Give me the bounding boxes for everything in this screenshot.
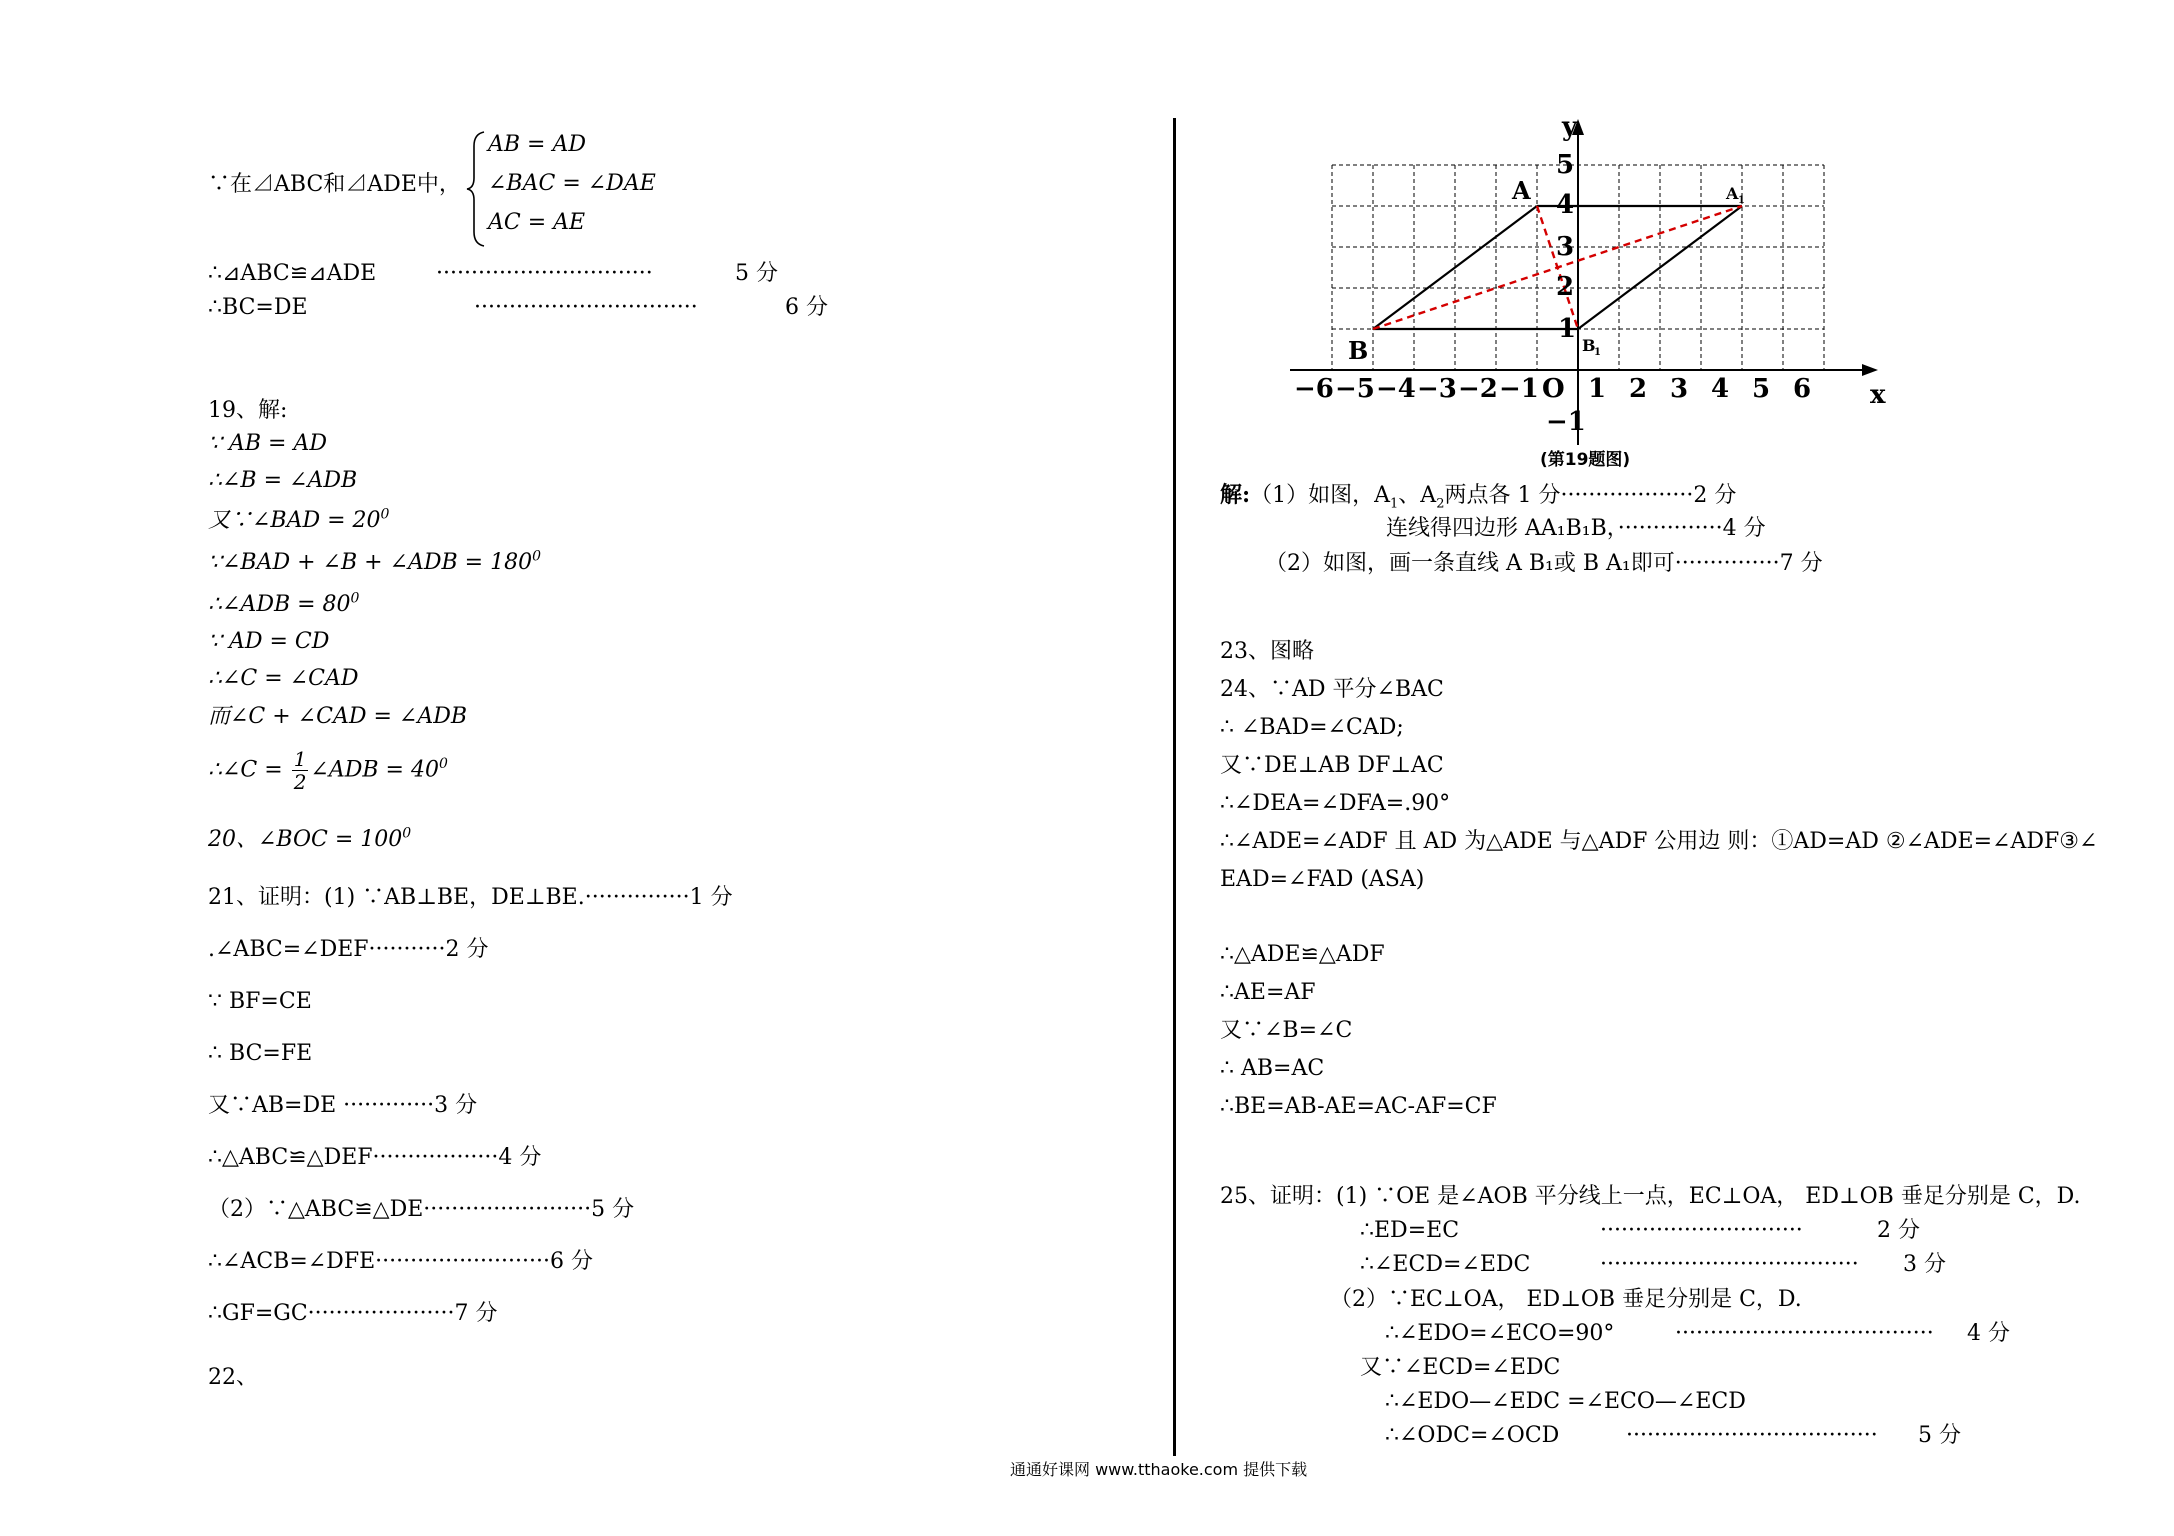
p19-line-5: ∴∠ADB = $80^0$ (208, 590, 360, 617)
y-tick: 2 (1556, 272, 1575, 302)
diagonal-B-A1 (1373, 206, 1742, 329)
p21-line-9: ∴GF=GC·····················7 分 (208, 1301, 498, 1326)
graph-caption: (第19题图) (1540, 450, 1631, 470)
p24-line-1: 24、∵AD 平分∠BAC (1220, 677, 1444, 702)
column-divider (1173, 118, 1176, 1456)
system-row-2: ∠BAC = ∠DAE (488, 171, 656, 196)
y-tick: 5 (1556, 150, 1575, 180)
x-tick: −2 (1458, 374, 1498, 404)
page-footer: 通通好课网 www.tthaoke.com 提供下载 (1010, 1460, 1308, 1479)
p25-line-7: ∴∠EDO—∠EDC =∠ECO—∠ECD (1385, 1389, 1746, 1414)
p25-line-4: （2）∵EC⊥OA， ED⊥OB 垂足分别是 C，D. (1330, 1287, 1802, 1312)
x-tick: 5 (1752, 374, 1771, 404)
p22-sol-line-3: （2）如图，画一条直线 A B₁或 B A₁即可···············7 分 (1265, 551, 1823, 576)
x-tick: −6 (1294, 374, 1334, 404)
p25-line-8: ∴∠ODC=∠OCD (1385, 1423, 1560, 1448)
system-intro: ∵在⊿ABC和⊿ADE中， (208, 172, 461, 197)
p22-sol-line-2: 连线得四边形 AA₁B₁B，···············4 分 (1386, 516, 1766, 541)
x-tick: 2 (1629, 374, 1648, 404)
x-tick-labels (1294, 374, 1811, 404)
p25-line-6: 又∵∠ECD=∠EDC (1360, 1355, 1561, 1380)
y-tick: 4 (1556, 190, 1575, 220)
p19-line-8: 而∠C + ∠CAD = ∠ADB (208, 704, 468, 729)
point-label-A: A (1512, 176, 1531, 205)
p19-line-1: ∵ AB = AD (208, 431, 327, 456)
y-tick: 3 (1556, 232, 1575, 262)
p21-line-8: ∴∠ACB=∠DFE·························6 分 (208, 1249, 593, 1274)
left-brace (464, 130, 488, 248)
p22-label: 22、 (208, 1365, 258, 1390)
x-tick: O (1542, 374, 1565, 404)
point-label-B1-sub: 1 (1594, 347, 1601, 358)
p25-line-5-dots: ····································· (1675, 1321, 1934, 1346)
x-tick: 4 (1711, 374, 1730, 404)
p24-line-5: ∴∠ADE=∠ADF 且 AD 为△ADE 与△ADF 公用边 则：①AD=AD ②∠ADE=∠ADF③∠ (1220, 829, 2098, 854)
x-tick: −5 (1335, 374, 1375, 404)
p24-line-10: ∴ AB=AC (1220, 1056, 1325, 1081)
p24-line-8: ∴AE=AF (1220, 980, 1316, 1005)
p19-line-3: 又∵∠BAD = $20^0$ (208, 506, 390, 533)
coordinate-graph (1280, 115, 1900, 475)
p25-line-8-score: 5 分 (1918, 1423, 1961, 1448)
p25-line-1: 25、证明：(1) ∵OE 是∠AOB 平分线上一点，EC⊥OA， ED⊥OB 垂足分别是 C，D. (1220, 1184, 2081, 1209)
p19-line-6: ∵ AD = CD (208, 629, 330, 654)
p25-line-2-score: 2 分 (1877, 1218, 1920, 1243)
point-label-A1: A (1726, 184, 1739, 203)
x-axis-label: x (1870, 380, 1886, 410)
p24-line-6: EAD=∠FAD (ASA) (1220, 867, 1425, 892)
p18-line-1: ∴⊿ABC≌⊿ADE (208, 261, 377, 286)
point-label-B: B (1348, 336, 1369, 365)
point-label-A1-sub: 1 (1738, 195, 1745, 206)
p21-line-6: ∴△ABC≌△DEF··················4 分 (208, 1145, 542, 1170)
system-row-1: AB = AD (488, 132, 587, 157)
p18-line-1-score: 5 分 (735, 261, 778, 286)
p20-line: 20、∠BOC = $100^0$ (208, 825, 412, 852)
p19-title: 19、解: (208, 398, 288, 423)
point-label-B1: B (1582, 336, 1596, 355)
p23-line: 23、图略 (1220, 639, 1314, 664)
p19-line-2: ∴∠B = ∠ADB (208, 468, 358, 493)
p25-line-5-score: 4 分 (1967, 1321, 2010, 1346)
p25-line-2-dots: ····························· (1600, 1218, 1803, 1243)
system-row-3: AC = AE (488, 210, 586, 235)
x-tick: 6 (1793, 374, 1812, 404)
p19-line-4: ∵∠BAD + ∠B + ∠ADB = $180^0$ (208, 548, 542, 575)
p21-line-4: ∴ BC=FE (208, 1041, 313, 1066)
p25-line-3-score: 3 分 (1903, 1252, 1946, 1277)
p25-line-5: ∴∠EDO=∠ECO=90° (1385, 1321, 1615, 1346)
y-tick: −1 (1546, 407, 1586, 437)
p25-line-3-dots: ····································· (1600, 1252, 1859, 1277)
x-tick: −1 (1499, 374, 1539, 404)
p22-sol-line-1: 解:（1）如图，$A_1$、$A_2$两点各 1 分···················2 分 (1220, 482, 1737, 512)
p19-line-7: ∴∠C = ∠CAD (208, 666, 359, 691)
fraction-one-half: $\frac{1}{2}$ (293, 747, 307, 794)
p24-line-4: ∴∠DEA=∠DFA=.90° (1220, 791, 1451, 816)
p18-line-2: ∴BC=DE (208, 295, 308, 320)
p25-line-3: ∴∠ECD=∠EDC (1360, 1252, 1531, 1277)
p18-line-2-dots: ································ (474, 295, 698, 320)
p21-line-3: ∵ BF=CE (208, 989, 312, 1014)
p25-line-8-dots: ···································· (1626, 1423, 1878, 1448)
equation-system (464, 130, 656, 248)
p21-line-5: 又∵AB=DE ·············3 分 (208, 1093, 478, 1118)
p24-line-7: ∴△ADE≌△ADF (1220, 942, 1385, 967)
p24-line-9: 又∵∠B=∠C (1220, 1018, 1353, 1043)
p24-line-2: ∴ ∠BAD=∠CAD; (1220, 715, 1404, 740)
x-tick: −4 (1376, 374, 1416, 404)
p18-line-2-score: 6 分 (785, 295, 828, 320)
p21-line-7: （2）∵△ABC≌△DE························5 分 (208, 1197, 635, 1222)
p24-line-11: ∴BE=AB-AE=AC-AF=CF (1220, 1094, 1497, 1119)
x-tick: 1 (1588, 374, 1607, 404)
p25-line-2: ∴ED=EC (1360, 1218, 1460, 1243)
y-axis-label: y (1562, 115, 1578, 142)
x-tick: 3 (1670, 374, 1689, 404)
p18-line-1-dots: ······························· (436, 261, 653, 286)
y-tick-one: 1 (1558, 314, 1577, 344)
p21-line-2: .∠ABC=∠DEF···········2 分 (208, 937, 489, 962)
x-tick: −3 (1417, 374, 1457, 404)
x-axis-arrow (1862, 364, 1878, 376)
p21-line-1: 21、证明：(1) ∵AB⊥BE，DE⊥BE.···············1 分 (208, 885, 733, 910)
p24-line-3: 又∵DE⊥AB DF⊥AC (1220, 753, 1444, 778)
p19-line-9: ∴∠C = $\frac{1}{2}$ ∠ADB = $40^0$ (208, 747, 448, 794)
